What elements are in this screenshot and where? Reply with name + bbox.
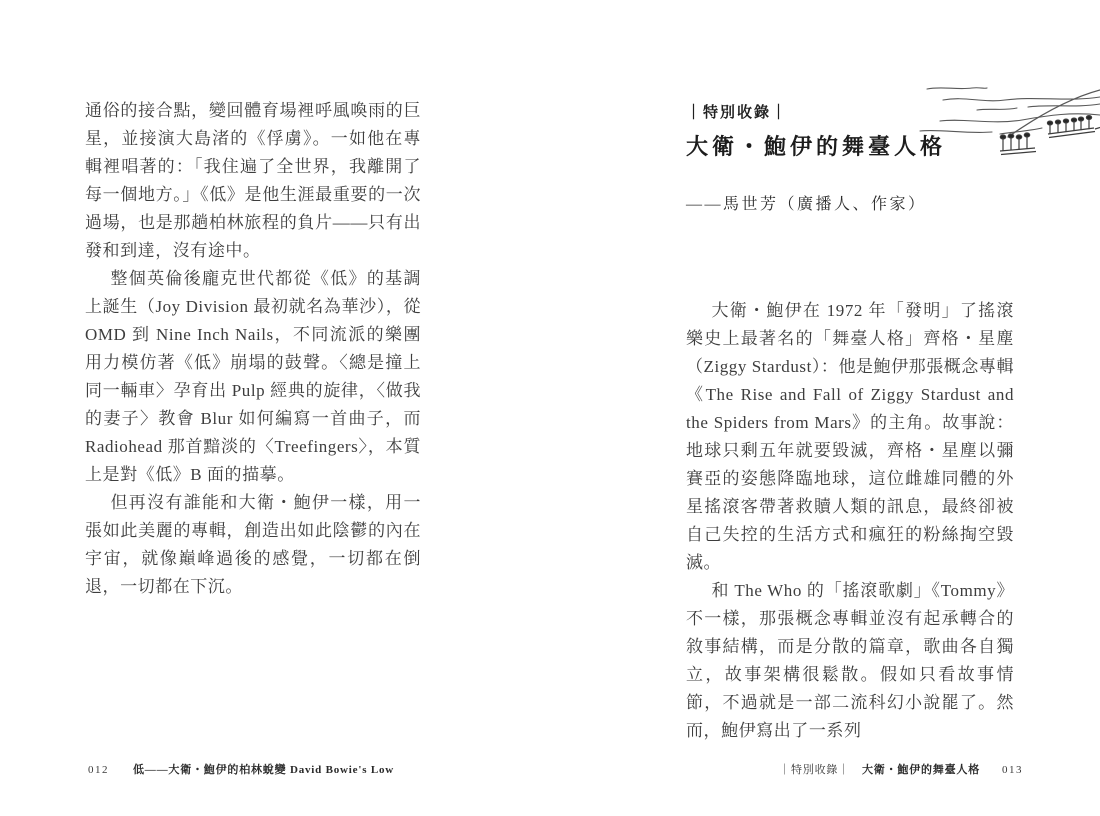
- right-page-footer: [779, 761, 1023, 777]
- section-label: ｜特別收錄｜: [686, 105, 789, 121]
- left-text-column: [85, 97, 421, 601]
- page-number: 013: [1002, 764, 1023, 776]
- running-section-label: ｜特別收錄｜: [779, 764, 850, 776]
- body-paragraph: 和 The Who 的「搖滾歌劇」《Tommy》不一樣，那張概念專輯並沒有起承轉合的敘事結構，而是分散的篇章，歌曲各自獨立，故事架構很鬆散。假如只看故事情節，不過就是一部二流科幻小說罷了。然而，鮑伊寫出了一系列: [686, 581, 1014, 740]
- body-paragraph: 但再沒有誰能和大衛・鮑伊一樣，用一張如此美麗的專輯，創造出如此陰鬱的內在宇宙，就像巔峰過後的感覺，一切都在倒退，一切都在下沉。: [85, 493, 421, 596]
- body-paragraph: 整個英倫後龐克世代都從《低》的基調上誕生（Joy Division 最初就名為華沙），從 OMD 到 Nine Inch Nails，不同流派的樂團用力模仿著《低》崩塌的鼓聲。〈總是撞上同一輛車〉孕育出 Pulp 經典的旋律，〈做我的妻子〉教會 Blur 如何編寫一首曲子，而 Radiohead 那首黯淡的〈Treefingers〉，本質上是對《低》B 面的描摹。: [85, 269, 421, 484]
- chapter-header: [686, 101, 1016, 214]
- body-paragraph: 通俗的接合點，變回體育場裡呼風喚雨的巨星，並接演大島渚的《俘虜》。一如他在專輯裡唱著的：「我住遍了全世界，我離開了每一個地方。」《低》是他生涯最重要的一次過場，也是那趟柏林旅程的負片——只有出發和到達，沒有途中。: [85, 101, 421, 260]
- body-paragraph: 大衛・鮑伊在 1972 年「發明」了搖滾樂史上最著名的「舞臺人格」齊格・星塵（Ziggy Stardust）：他是鮑伊那張概念專輯《The Rise and Fall of Ziggy Stardust and the Spiders from Mars》的主角。故事說：地球只剩五年就要毀滅，齊格・星塵以彌賽亞的姿態降臨地球，這位雌雄同體的外星搖滾客帶著救贖人類的訊息，最終卻被自己失控的生活方式和瘋狂的粉絲掏空毀滅。: [686, 301, 1014, 572]
- author-byline: ——馬世芳（廣播人、作家）: [686, 196, 927, 213]
- chapter-title: 大衛・鮑伊的舞臺人格: [686, 134, 947, 159]
- page-number: 012: [88, 764, 109, 776]
- right-text-column: [686, 297, 1014, 745]
- running-chapter-title: 大衛・鮑伊的舞臺人格: [862, 764, 980, 776]
- wavy-line: [927, 88, 987, 89]
- running-book-title: 低——大衛・鮑伊的柏林蛻變 David Bowie's Low: [133, 764, 395, 776]
- left-page-footer: [88, 761, 394, 777]
- wavy-line: [1028, 104, 1100, 107]
- beamed-notes-right: [1047, 116, 1100, 138]
